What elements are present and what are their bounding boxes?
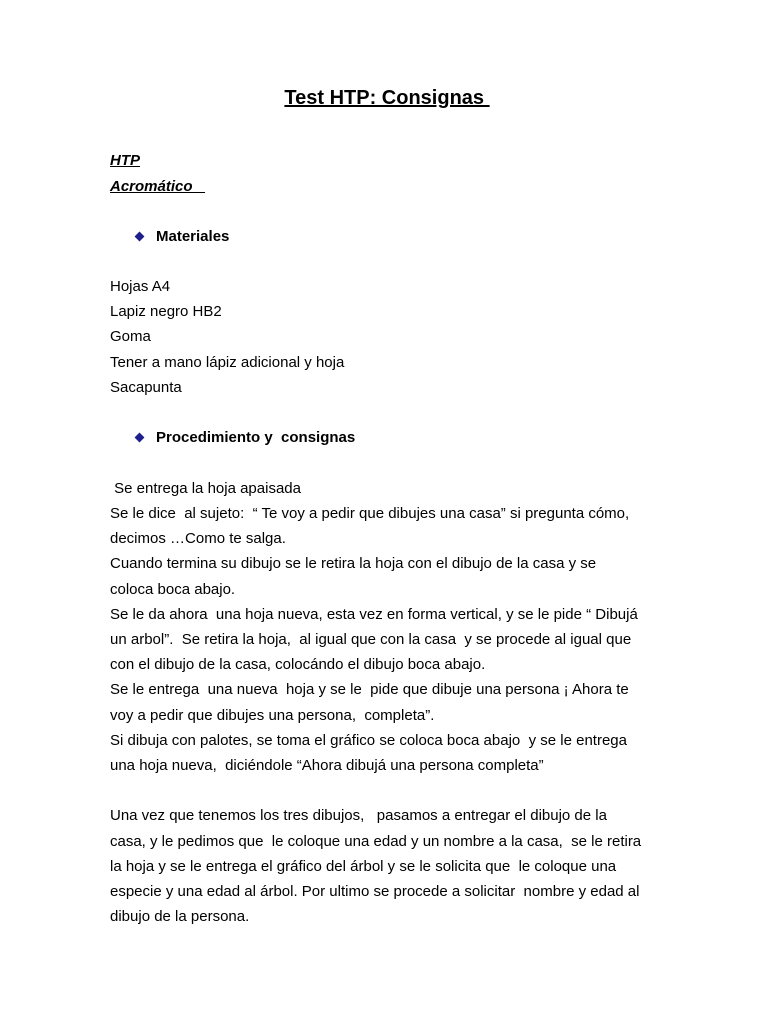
page-title-text: Test HTP: Consignas [284,87,490,109]
procedure-line: un arbol”. Se retira la hoja, al igual que con la casa y se procede al igual que [110,631,632,648]
procedure-line: decimos …Como te salga. [110,530,286,547]
materials-item: Lapiz negro HB2 [110,303,222,320]
procedure-line: coloca boca abajo. [110,581,236,598]
procedure-line: Cuando termina su dibujo se le retira la hoja con el dibujo de la casa y se [110,555,597,572]
section-label-acromatico: Acromático [110,178,206,195]
page-title [0,86,768,110]
final-paragraph-line: especie y una edad al árbol. Por ultimo se procede a solicitar nombre y edad al [110,883,640,900]
final-paragraph-line: la hoja y se le entrega el gráfico del árbol y se le solicita que le coloque una [110,858,617,875]
materials-item: Hojas A4 [110,278,171,295]
materials-item: Tener a mano lápiz adicional y hoja [110,354,345,371]
diamond-bullet-icon [135,232,145,242]
bullet-heading-text: Materiales [156,228,230,245]
materials-item: Goma [110,328,151,345]
procedure-line: voy a pedir que dibujes una persona, completa”. [110,707,435,724]
procedure-line: Si dibuja con palotes, se toma el gráfico se coloca boca abajo y se le entrega [110,732,627,749]
final-paragraph-line: Una vez que tenemos los tres dibujos, pasamos a entregar el dibujo de la [110,807,607,824]
procedure-line: Se le entrega una nueva hoja y se le pide que dibuje una persona ¡ Ahora te [110,681,629,698]
bullet-heading-text: Procedimiento y consignas [156,429,356,446]
procedure-line: Se le dice al sujeto: “ Te voy a pedir que dibujes una casa” si pregunta cómo, [110,505,630,522]
procedure-line: Se le da ahora una hoja nueva, esta vez en forma vertical, y se le pide “ Dibujá [110,606,638,623]
procedure-line: Se entrega la hoja apaisada [110,480,301,497]
section-label-htp: HTP [110,152,140,169]
materials-item: Sacapunta [110,379,182,396]
final-paragraph-line: casa, y le pedimos que le coloque una edad y un nombre a la casa, se le retira [110,833,642,850]
procedure-line: con el dibujo de la casa, colocándo el dibujo boca abajo. [110,656,486,673]
diamond-bullet-icon [135,433,145,443]
procedure-line: una hoja nueva, diciéndole “Ahora dibujá una persona completa” [110,757,544,774]
final-paragraph-line: dibujo de la persona. [110,908,250,925]
